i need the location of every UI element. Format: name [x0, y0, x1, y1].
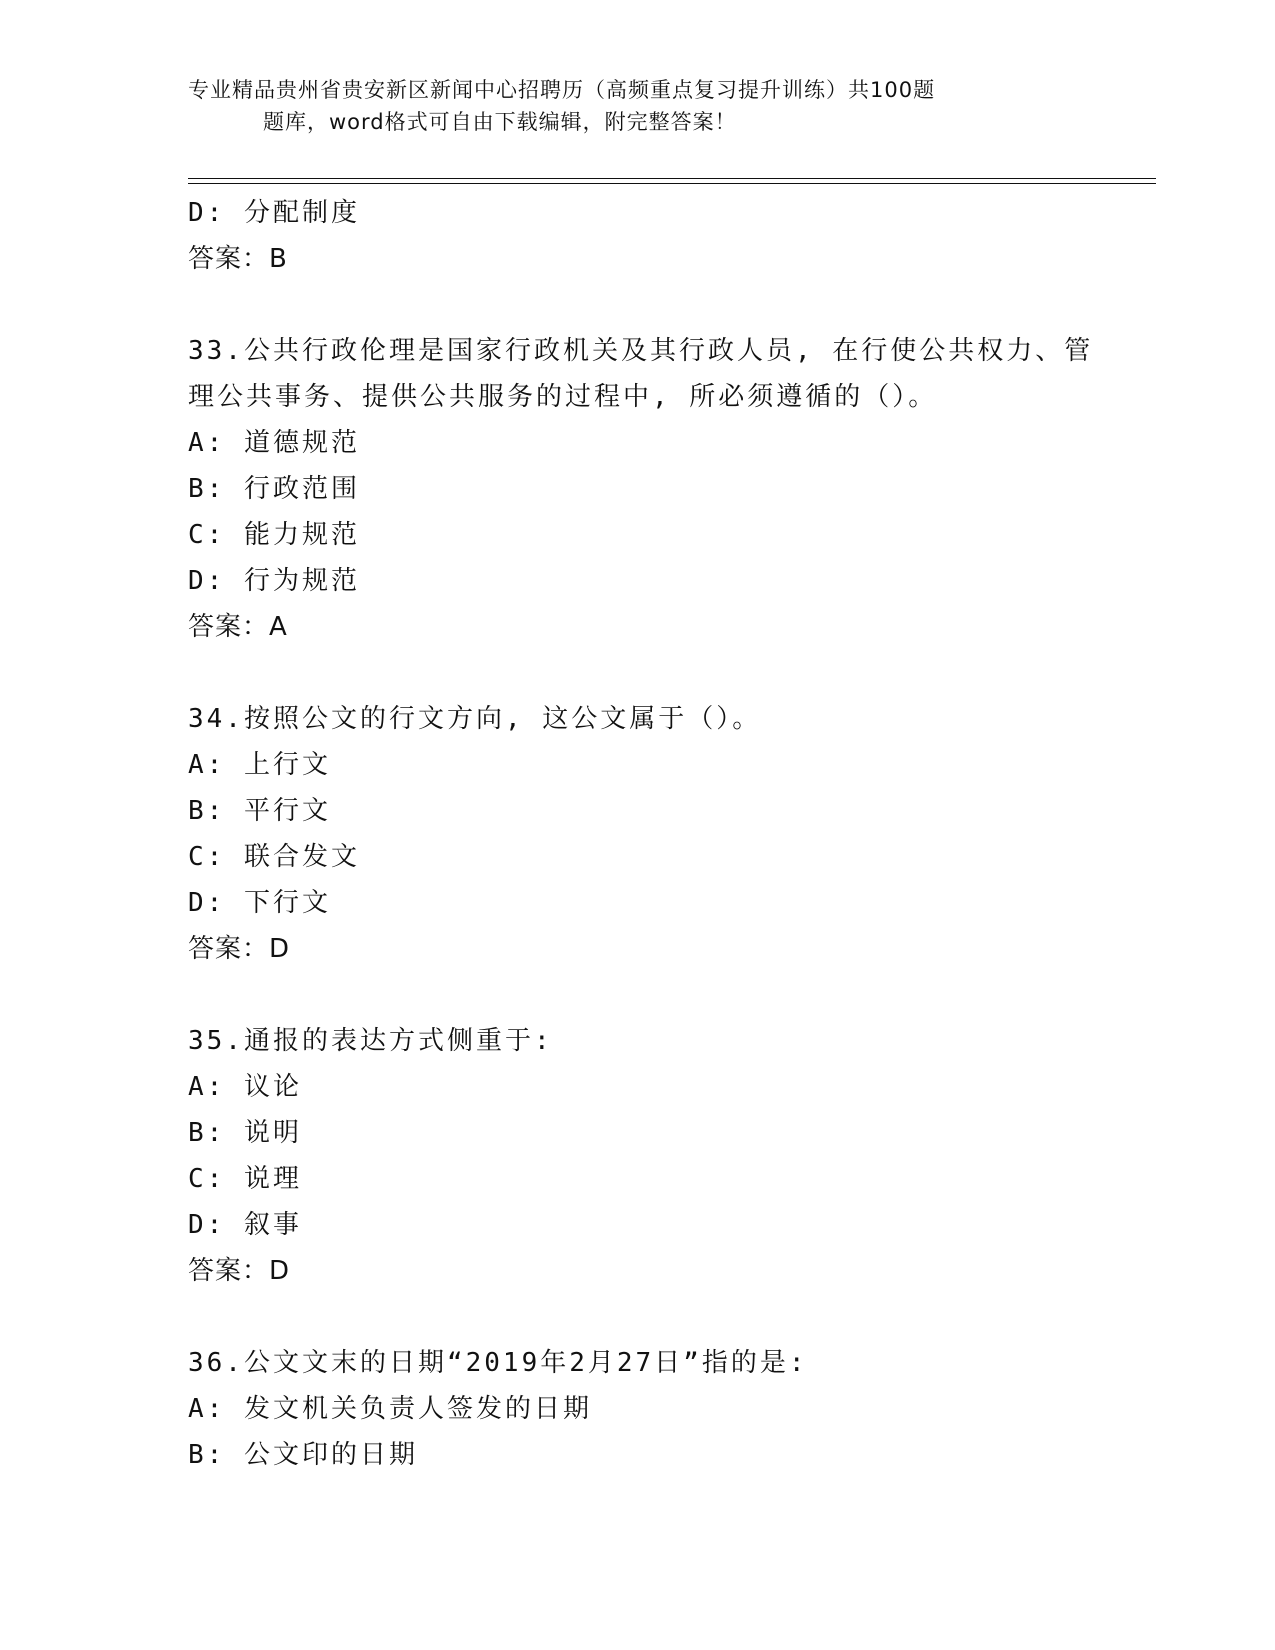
question-stem: 33.公共行政伦理是国家行政机关及其行政人员, 在行使公共权力、管 [188, 336, 1094, 366]
answer-line: 答案：D [188, 934, 291, 964]
header-title-line2: 题库，word格式可自由下载编辑，附完整答案！ [263, 110, 737, 134]
option-d: D: 叙事 [188, 1210, 302, 1240]
document-header [188, 74, 1068, 138]
option-a: A: 发文机关负责人签发的日期 [188, 1394, 592, 1424]
option-c: C: 能力规范 [188, 520, 360, 550]
option-d: D: 分配制度 [188, 198, 360, 228]
question-34 [188, 696, 1088, 972]
question-stem: 35.通报的表达方式侧重于: [188, 1026, 553, 1056]
option-a: A: 议论 [188, 1072, 302, 1102]
question-stem-continued: 理公共事务、提供公共服务的过程中, 所必须遵循的（）。 [188, 382, 938, 412]
header-rule-bottom [188, 183, 1156, 184]
option-a: A: 道德规范 [188, 428, 360, 458]
answer-line: 答案：B [188, 244, 288, 274]
header-rule-top [188, 178, 1156, 179]
answer-line: 答案：D [188, 1256, 291, 1286]
answer-line: 答案：A [188, 612, 288, 642]
option-a: A: 上行文 [188, 750, 331, 780]
question-stem: 34.按照公文的行文方向, 这公文属于（）。 [188, 704, 762, 734]
option-b: B: 说明 [188, 1118, 302, 1148]
question-33 [188, 328, 1094, 650]
question-36 [188, 1340, 1088, 1478]
header-title-line1: 专业精品贵州省贵安新区新闻中心招聘历（高频重点复习提升训练）共100题 [188, 78, 936, 102]
question-list [188, 190, 1094, 1478]
question-stem: 36.公文文末的日期“2019年2月27日”指的是: [188, 1348, 808, 1378]
option-b: B: 平行文 [188, 796, 331, 826]
question-35 [188, 1018, 1088, 1294]
option-c: C: 联合发文 [188, 842, 360, 872]
option-d: D: 行为规范 [188, 566, 360, 596]
option-d: D: 下行文 [188, 888, 331, 918]
option-c: C: 说理 [188, 1164, 302, 1194]
option-b: B: 公文印的日期 [188, 1440, 418, 1470]
option-b: B: 行政范围 [188, 474, 360, 504]
